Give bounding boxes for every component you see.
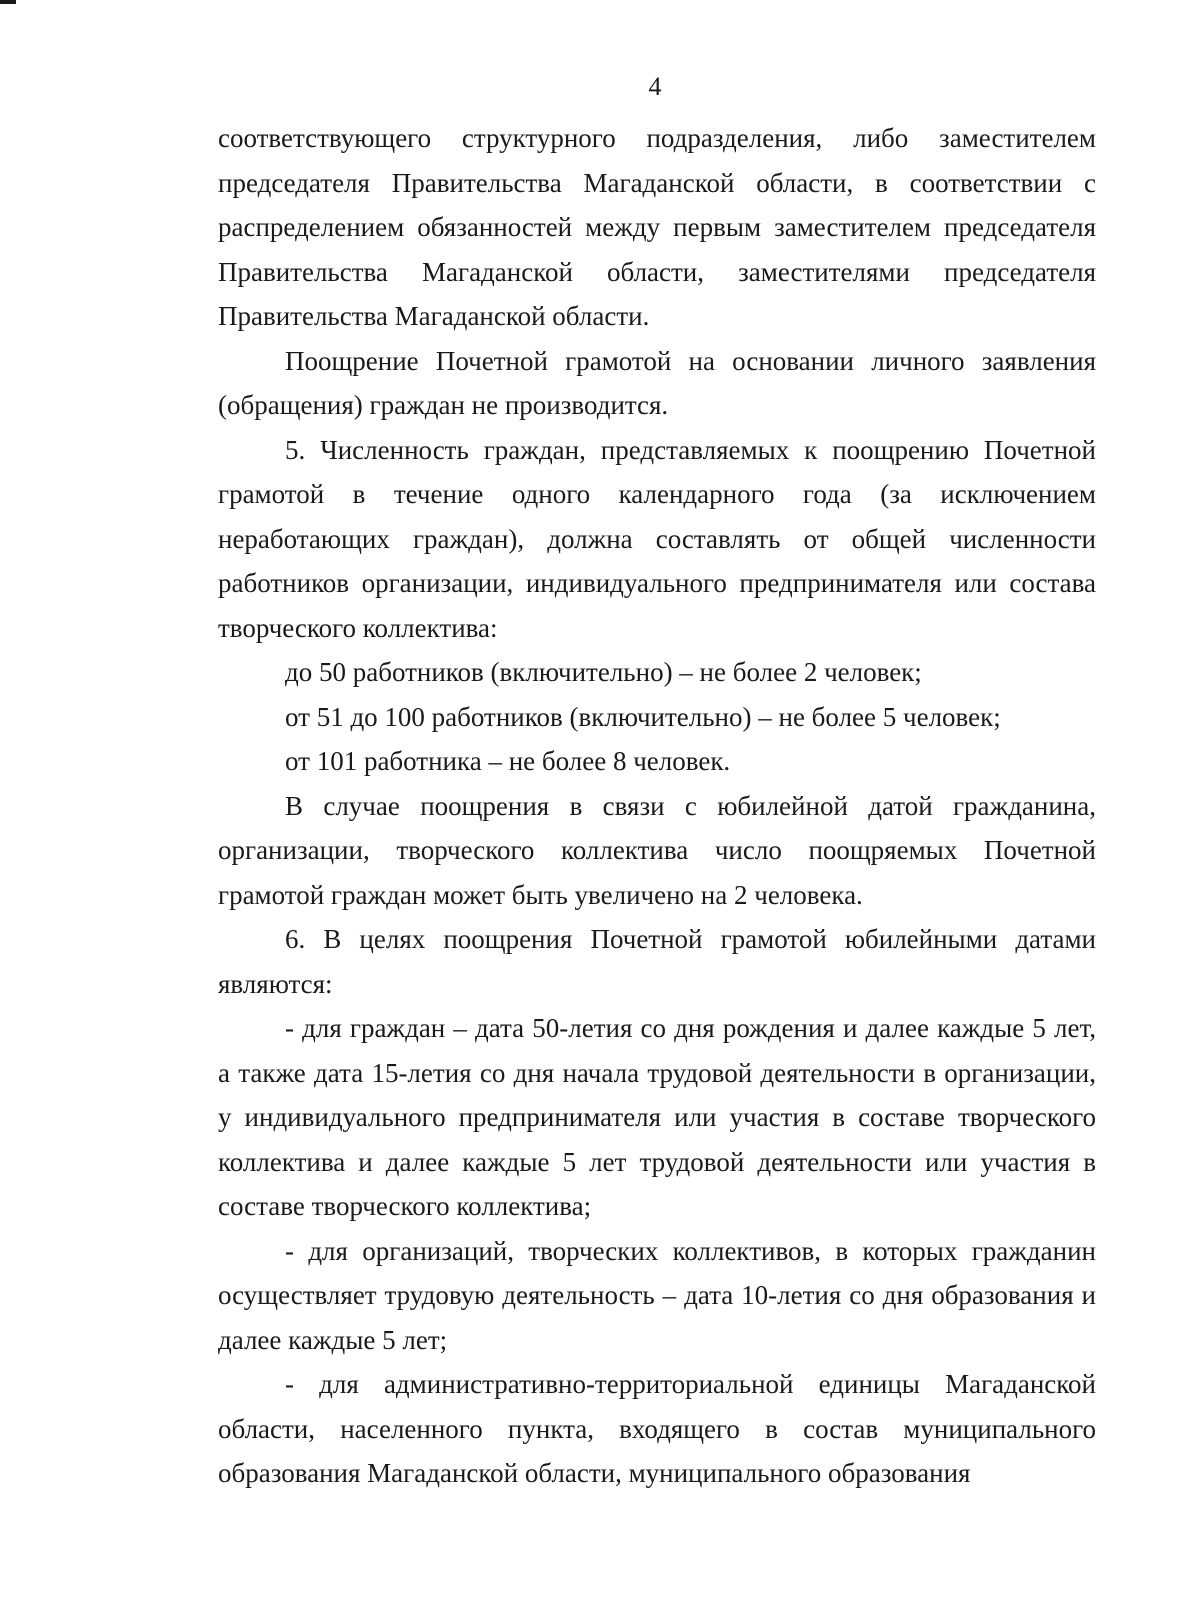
paragraph-no-personal-application: Поощрение Почетной грамотой на основании личного заявления (обращения) граждан не производится. [218, 345, 1096, 420]
paragraph-item-6: 6. В целях поощрения Почетной грамотой юбилейными датами являются: [218, 924, 1096, 999]
list-item-organizations: - для организаций, творческих коллективов, в которых гражданин осуществляет трудовую деятельность – дата 10-летия со дня образования и далее каждые 5 лет; [218, 1235, 1096, 1355]
quota-line-51-to-100: от 51 до 100 работников (включительно) – не более 5 человек; [285, 701, 1001, 732]
document-body [218, 116, 1096, 1496]
paragraph-continuation: соответствующего структурного подразделения, либо заместителем председателя Правительства Магаданской области, в соответствии с распределением обязанностей между первым заместителем председателя Правительства Магаданской области, заместителями председателя Правительства Магаданской области. [218, 123, 1096, 331]
quota-line-from-101: от 101 работника – не более 8 человек. [285, 746, 731, 776]
list-item-citizens: - для граждан – дата 50-летия со дня рождения и далее каждые 5 лет, а также дата 15-летия со дня начала трудовой деятельности в организации, у индивидуального предпринимателя или участия в составе творческого коллектива и далее каждые 5 лет трудовой деятельности или участия в составе творческого коллектива; [218, 1013, 1096, 1221]
quota-line-up-to-50: до 50 работников (включительно) – не более 2 человек; [285, 657, 922, 687]
list-item-territorial-units: - для административно-территориальной единицы Магаданской области, населенного пункта, входящего в состав муниципального образования Магаданской области, муниципального образования [218, 1369, 1096, 1488]
paragraph-item-5: 5. Численность граждан, представляемых к поощрению Почетной грамотой в течение одного календарного года (за исключением неработающих граждан), должна составлять от общей численности работников организации, индивидуального предпринимателя или состава творческого коллектива: [218, 434, 1096, 643]
scan-edge-mark [0, 0, 16, 4]
page-number: 4 [648, 72, 662, 101]
paragraph-jubilee-increase: В случае поощрения в связи с юбилейной датой гражданина, организации, творческого коллектива число поощряемых Почетной грамотой граждан может быть увеличено на 2 человека. [218, 790, 1096, 910]
